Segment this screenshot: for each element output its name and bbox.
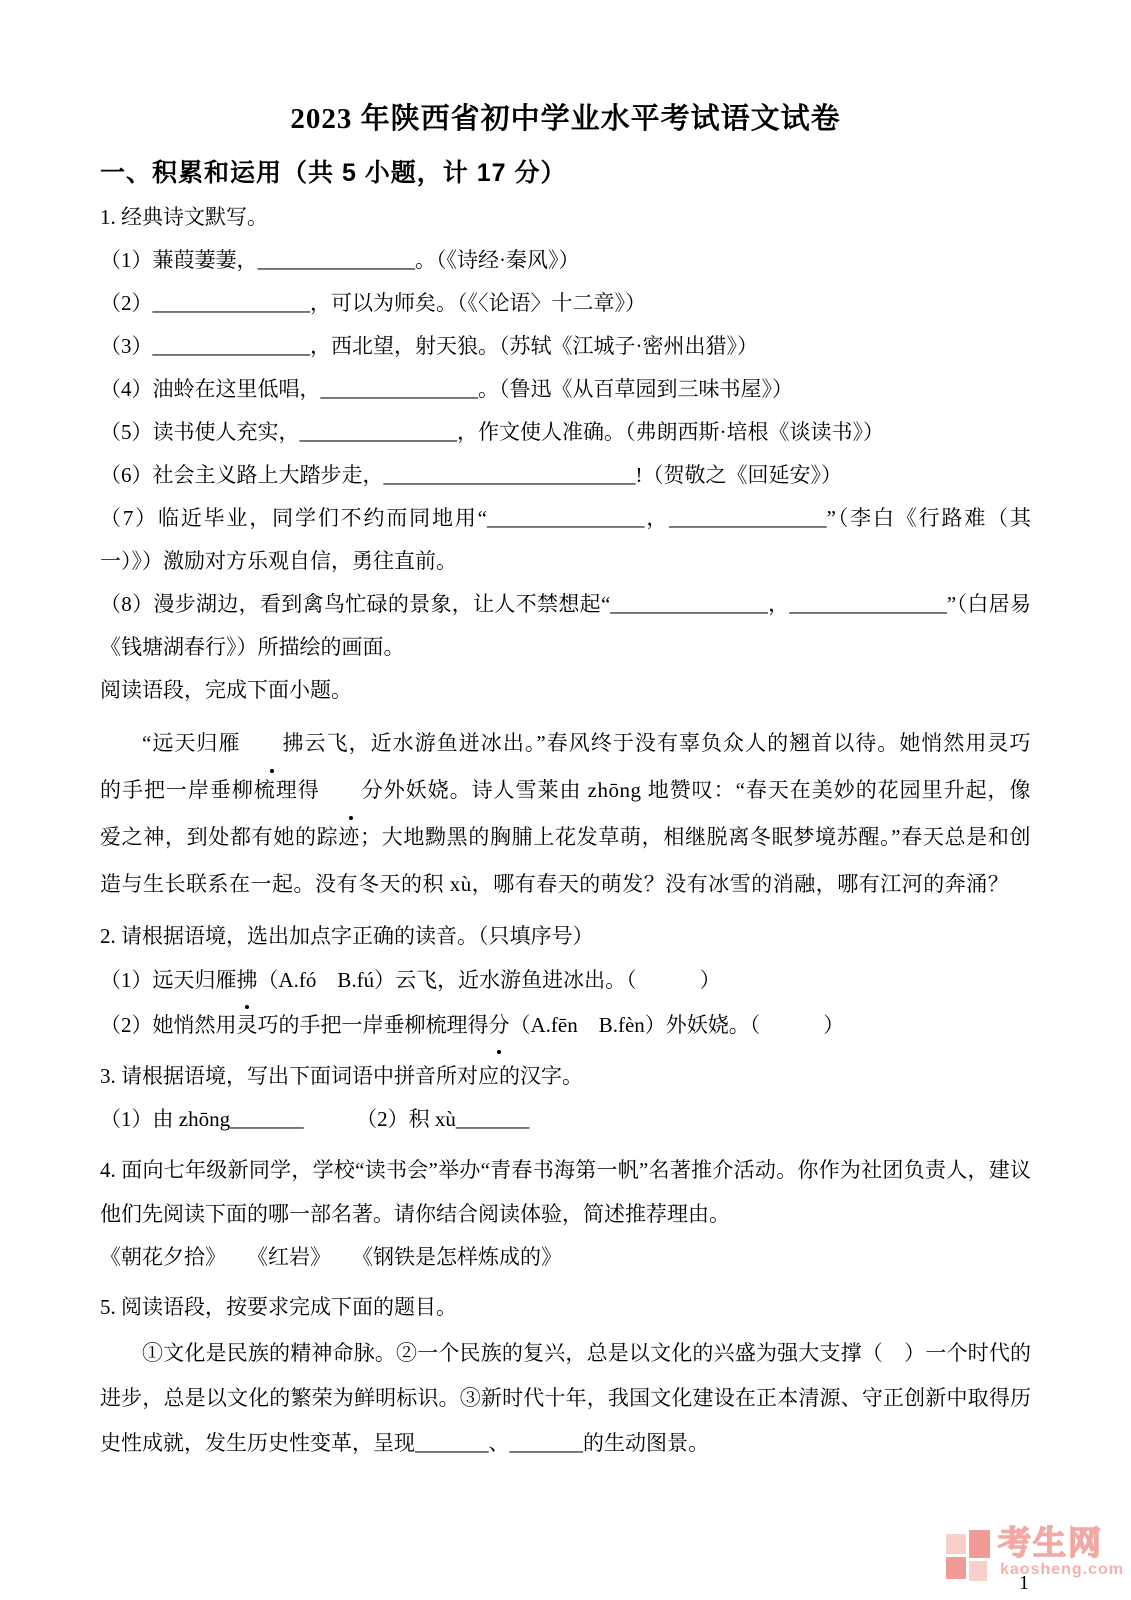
emphasis-dot-char: 分 — [489, 1003, 510, 1048]
q1-item-1: （1）蒹葭萋萋，_______________。（《诗经·秦风》） — [100, 248, 580, 272]
q1-item-5: （5）读书使人充实，_______________，作文使人准确。（弗朗西斯·培根《谈读书》） — [100, 420, 884, 444]
q1-item-3: （3）_______________，西北望，射天狼。（苏轼《江城子·密州出猎》） — [100, 334, 758, 358]
watermark-site-name: 考生网 — [998, 1524, 1103, 1561]
reading-passage: “远天归雁 拂云飞，近水游鱼迸冰出。”春风终于没有辜负众人的翘首以待。她悄然用灵巧的手把一岸垂柳梳理得 分外妖娆。诗人雪莱由 zhōng 地赞叹：“春天在美妙的花园里升起，像爱之神，到处都有她的踪迹；大地黝黑的胸脯上花发草萌，相继脱离冬眠梦境苏醒。”春天总是和创造与生长联系在一起。没有冬天的积 xù，哪有春天的萌发？没有冰雪的消融，哪有江河的奔涌？ — [100, 720, 1031, 908]
page-number: 1 — [1019, 1572, 1029, 1594]
kaosheng-watermark — [946, 1524, 1131, 1588]
q2-item-1: （1）远天归雁拂（A.fó B.fú）云飞，近水游鱼进冰出。（ ） — [100, 958, 1031, 1003]
logo-block-light-bottom — [969, 1561, 987, 1581]
q1-item-8: （8）漫步湖边，看到禽鸟忙碌的景象，让人不禁想起“_______________，_______________”（白居易《钱塘湖春行》）所描绘的画面。 — [100, 592, 1031, 659]
emphasis-dot-char: 拂 — [237, 958, 258, 1003]
reading-instruction: 阅读语段，完成下面小题。 — [100, 678, 352, 702]
q2-stem: 2. 请根据语境，选出加点字正确的读音。（只填序号） — [100, 924, 594, 948]
logo-block-light-top — [946, 1534, 966, 1554]
q1-item-6: （6）社会主义路上大踏步走，________________________!（贺敬之《回延安》） — [100, 463, 842, 487]
q1-item-2: （2）_______________，可以为师矣。（《〈论语〉十二章》） — [100, 291, 646, 315]
logo-block-dark-top — [969, 1530, 990, 1558]
emphasis-dot-char: 分 — [320, 767, 384, 814]
q3-stem: 3. 请根据语境，写出下面词语中拼音所对应的汉字。 — [100, 1064, 583, 1088]
q5-passage: ①文化是民族的精神命脉。②一个民族的复兴，总是以文化的兴盛为强大支撑（ ）一个时代的进步，总是以文化的繁荣为鲜明标识。③新时代十年，我国文化建设在正本清源、守正创新中取得历史性成就，发生历史性变革，呈现_______、_______的生动图景。 — [100, 1341, 1031, 1455]
q1-item-7: （7）临近毕业，同学们不约而同地用“_______________，_______________”（李白《行路难（其一）》）激励对方乐观自信，勇往直前。 — [100, 506, 1031, 573]
page-title: 2023 年陕西省初中学业水平考试语文试卷 — [290, 103, 841, 135]
q5-stem: 5. 阅读语段，按要求完成下面的题目。 — [100, 1295, 457, 1319]
q1-item-4: （4）油蛉在这里低唱，_______________。（鲁迅《从百草园到三味书屋》） — [100, 377, 793, 401]
q2-item-2: （2）她悄然用灵巧的手把一岸垂柳梳理得分（A.fēn B.fèn）外妖娆。（ ） — [100, 1003, 1031, 1048]
q4-book-options: 《朝花夕拾》 《红岩》 《钢铁是怎样炼成的》 — [100, 1245, 562, 1269]
logo-block-dark-bottom — [946, 1557, 966, 1579]
kaosheng-logo-icon — [946, 1530, 990, 1582]
q3-blanks-line: （1）由 zhōng_______ （2）积 xù_______ — [100, 1107, 530, 1131]
emphasis-dot-char: 拂 — [241, 720, 305, 767]
q1-stem: 1. 经典诗文默写。 — [100, 205, 268, 229]
q4-stem: 4. 面向七年级新同学，学校“读书会”举办“青春书海第一帆”名著推介活动。你作为社团负责人，建议他们先阅读下面的哪一部名著。请你结合阅读体验，简述推荐理由。 — [100, 1158, 1031, 1226]
watermark-domain: kaosheng.com — [1000, 1561, 1125, 1578]
section-heading: 一、积累和运用（共 5 小题，计 17 分） — [100, 159, 567, 187]
